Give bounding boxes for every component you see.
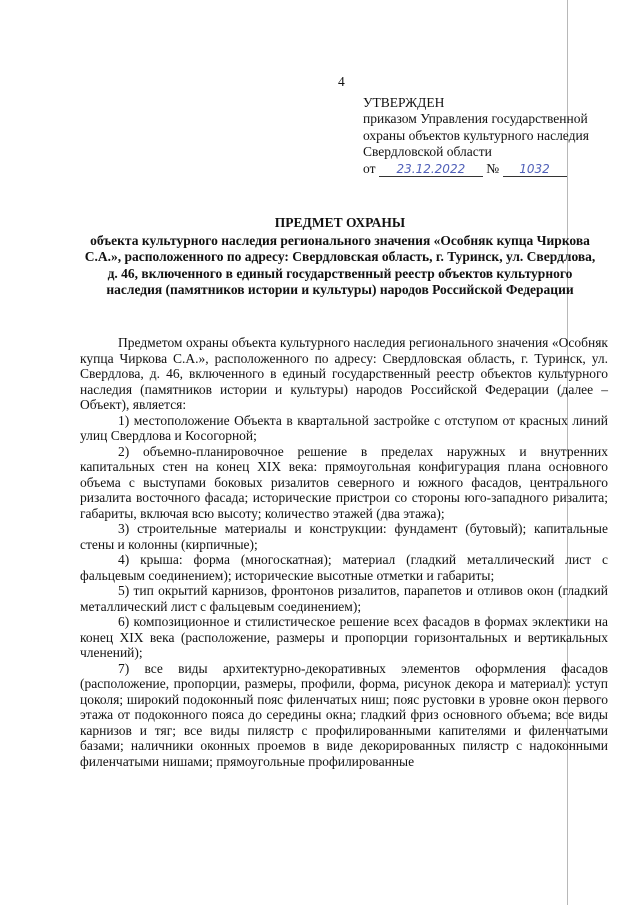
page-number: 4: [338, 74, 345, 89]
number-prefix: №: [486, 160, 500, 176]
document-body: [80, 335, 608, 769]
handwritten-number: 1032: [503, 163, 567, 177]
paragraph: 4) крыша: форма (многоскатная); материал (гладкий металлический лист с фальцевым соединением); исторические высотные отметки и габариты;: [80, 552, 608, 583]
approval-line: приказом Управления государственной: [363, 111, 588, 127]
paragraph: 1) местоположение Объекта в квартальной застройке с отступом от красных линий улиц Свердлова и Косогорной;: [80, 412, 608, 443]
paragraph: 2) объемно-планировочное решение в пределах наружных и внутренних капитальных стен на конец XIX века: прямоугольная конфигурация плана основного объема с выступами боковых ризалитов северного и южного фасадов, центрального ризалита восточного фасада; исторические пристрои со стороны юго-западного ризалита; габариты, включая всю высоту; количество этажей (два этажа);: [80, 443, 608, 521]
approval-line: охраны объектов культурного наследия: [363, 127, 589, 143]
paragraph: 6) композиционное и стилистическое решение всех фасадов в формах эклектики на конец XIX века (расположение, размеры и пропорции горизонтальных и вертикальных членений);: [80, 614, 608, 660]
paragraph: 5) тип окрытий карнизов, фронтонов ризалитов, парапетов и отливов окон (гладкий металлический лист с фальцевым соединением);: [80, 583, 608, 614]
paragraph: 7) все виды архитектурно-декоративных элементов оформления фасадов (расположение, пропорции, размеры, профили, форма, рисунок декора и материал): уступ цоколя; широкий подоконный пояс филенчатых ниш; пояс рустовки в уровне окон первого этажа от подоконного пояса до середины окна; гладкий фриз основного объема; все виды карнизов и тяг; все виды пилястр с профилированными капителями и филенчатыми базами; наличники оконных проемов в виде декорированных пилястр с надоконными филенчатыми нишами; прямоугольные профилированные: [80, 660, 608, 769]
title-heading: ПРЕДМЕТ ОХРАНЫ: [274, 215, 406, 230]
title-subtitle: объекта культурного наследия регионального значения «Особняк купца Чиркова С.А.», расположенного по адресу: Свердловская область, г. Туринск, ул. Свердлова, д. 46, включенного в единый государственный реестр объектов культурного наследия (памятников истории и культуры) народов Российской Федерации: [84, 232, 596, 298]
approval-line: Свердловской области: [363, 144, 492, 160]
approval-stamp: [363, 95, 633, 177]
paragraph: Предметом охраны объекта культурного наследия регионального значения «Особняк купца Чиркова С.А.», расположенного по адресу: Свердловская область, г. Туринск, ул. Свердлова, д. 46, включенного в единый государственный реестр объектов культурного наследия (памятников истории и культуры) народов Российской Федерации (далее – Объект), является:: [80, 335, 608, 412]
approval-heading: УТВЕРЖДЕН: [363, 95, 445, 110]
paragraph: 3) строительные материалы и конструкции: фундамент (бутовый); капитальные стены и колонны (кирпичные);: [80, 521, 608, 552]
date-prefix: от: [363, 160, 376, 176]
handwritten-date: 23.12.2022: [379, 163, 483, 177]
approval-date-line: [363, 161, 633, 177]
document-title: [80, 215, 600, 299]
